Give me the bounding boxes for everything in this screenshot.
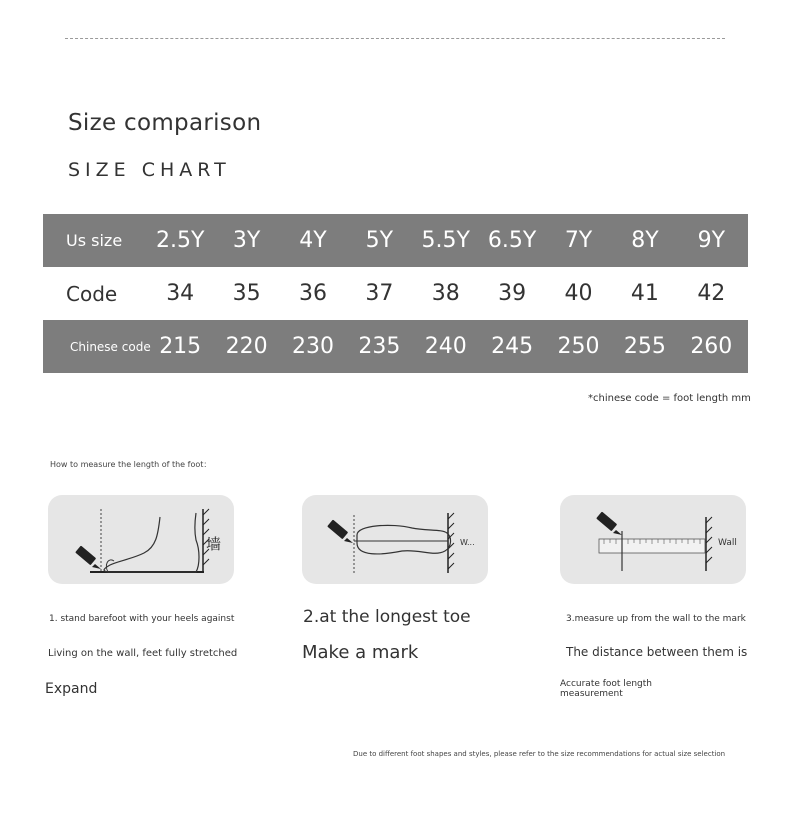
step1-text-line1: 1. stand barefoot with your heels against — [49, 614, 235, 624]
table-cell: 34 — [166, 281, 195, 306]
table-cell: 39 — [498, 281, 527, 306]
table-cell: 5.5Y — [421, 228, 470, 253]
table-cell: 4Y — [299, 228, 327, 253]
table-cell: 235 — [358, 334, 401, 359]
table-cell: 7Y — [564, 228, 593, 253]
foot-side-icon — [104, 513, 199, 572]
page-title: Size comparison — [68, 110, 262, 136]
table-cell: 240 — [424, 334, 467, 359]
step2-text-line1: 2.at the longest toe — [303, 607, 471, 627]
table-cell: 35 — [232, 281, 261, 306]
table-cell: 2.5Y — [155, 228, 205, 253]
row-label-chinese-code: Chinese code — [70, 339, 151, 354]
step1-text-line3: Expand — [45, 681, 98, 697]
table-cell: 220 — [225, 334, 268, 359]
wall-label: 墙 — [206, 535, 222, 553]
table-cell: 37 — [365, 281, 394, 306]
step3-text-line2: The distance between them is — [566, 645, 748, 659]
table-row-chinese-code — [43, 320, 748, 373]
step1-illustration — [48, 495, 234, 584]
table-cell: 9Y — [697, 228, 726, 253]
table-cell: 40 — [564, 281, 593, 306]
table-cell: 6.5Y — [487, 228, 537, 253]
wall-icon — [706, 517, 712, 571]
page-subtitle: SIZE CHART — [68, 159, 231, 181]
wall-label: Wall — [718, 538, 737, 548]
table-cell: 255 — [623, 334, 666, 359]
pencil-icon — [596, 512, 622, 535]
table-cell: 42 — [697, 281, 726, 306]
table-cell: 41 — [630, 281, 659, 306]
table-row-us-size — [43, 214, 748, 267]
table-cell: 260 — [690, 334, 733, 359]
table-cell: 8Y — [631, 228, 659, 253]
foot-top-icon — [354, 525, 451, 554]
table-row-code — [43, 267, 748, 320]
table-cell: 215 — [159, 334, 202, 359]
table-cell: 5Y — [365, 228, 394, 253]
step3-illustration — [560, 495, 746, 584]
pencil-icon — [75, 546, 101, 569]
step1-text-line2: Living on the wall, feet fully stretched — [48, 648, 238, 659]
row-label-us-size: Us size — [66, 231, 123, 250]
size-chart-table — [43, 214, 748, 373]
size-disclaimer: Due to different foot shapes and styles, please refer to the size recommendations for actual size selection — [353, 750, 726, 758]
wall-label: W... — [460, 538, 475, 547]
step2-text-line2: Make a mark — [302, 642, 419, 663]
step3-text-line1: 3.measure up from the wall to the mark — [566, 614, 746, 624]
table-cell: 230 — [291, 334, 334, 359]
ruler-icon — [599, 539, 705, 553]
measure-heading: How to measure the length of the foot： — [50, 460, 212, 469]
pencil-icon — [327, 520, 353, 543]
step2-illustration — [302, 495, 488, 584]
top-dashed-divider — [65, 38, 725, 39]
chinese-code-note: *chinese code = foot length mm — [588, 393, 751, 404]
table-cell: 3Y — [232, 228, 261, 253]
table-cell: 250 — [557, 334, 600, 359]
step3-text-line3: Accurate foot length measurement — [560, 679, 652, 699]
row-label-code: Code — [66, 281, 118, 306]
table-cell: 38 — [431, 281, 460, 306]
table-cell: 245 — [491, 334, 534, 359]
table-cell: 36 — [298, 281, 327, 306]
